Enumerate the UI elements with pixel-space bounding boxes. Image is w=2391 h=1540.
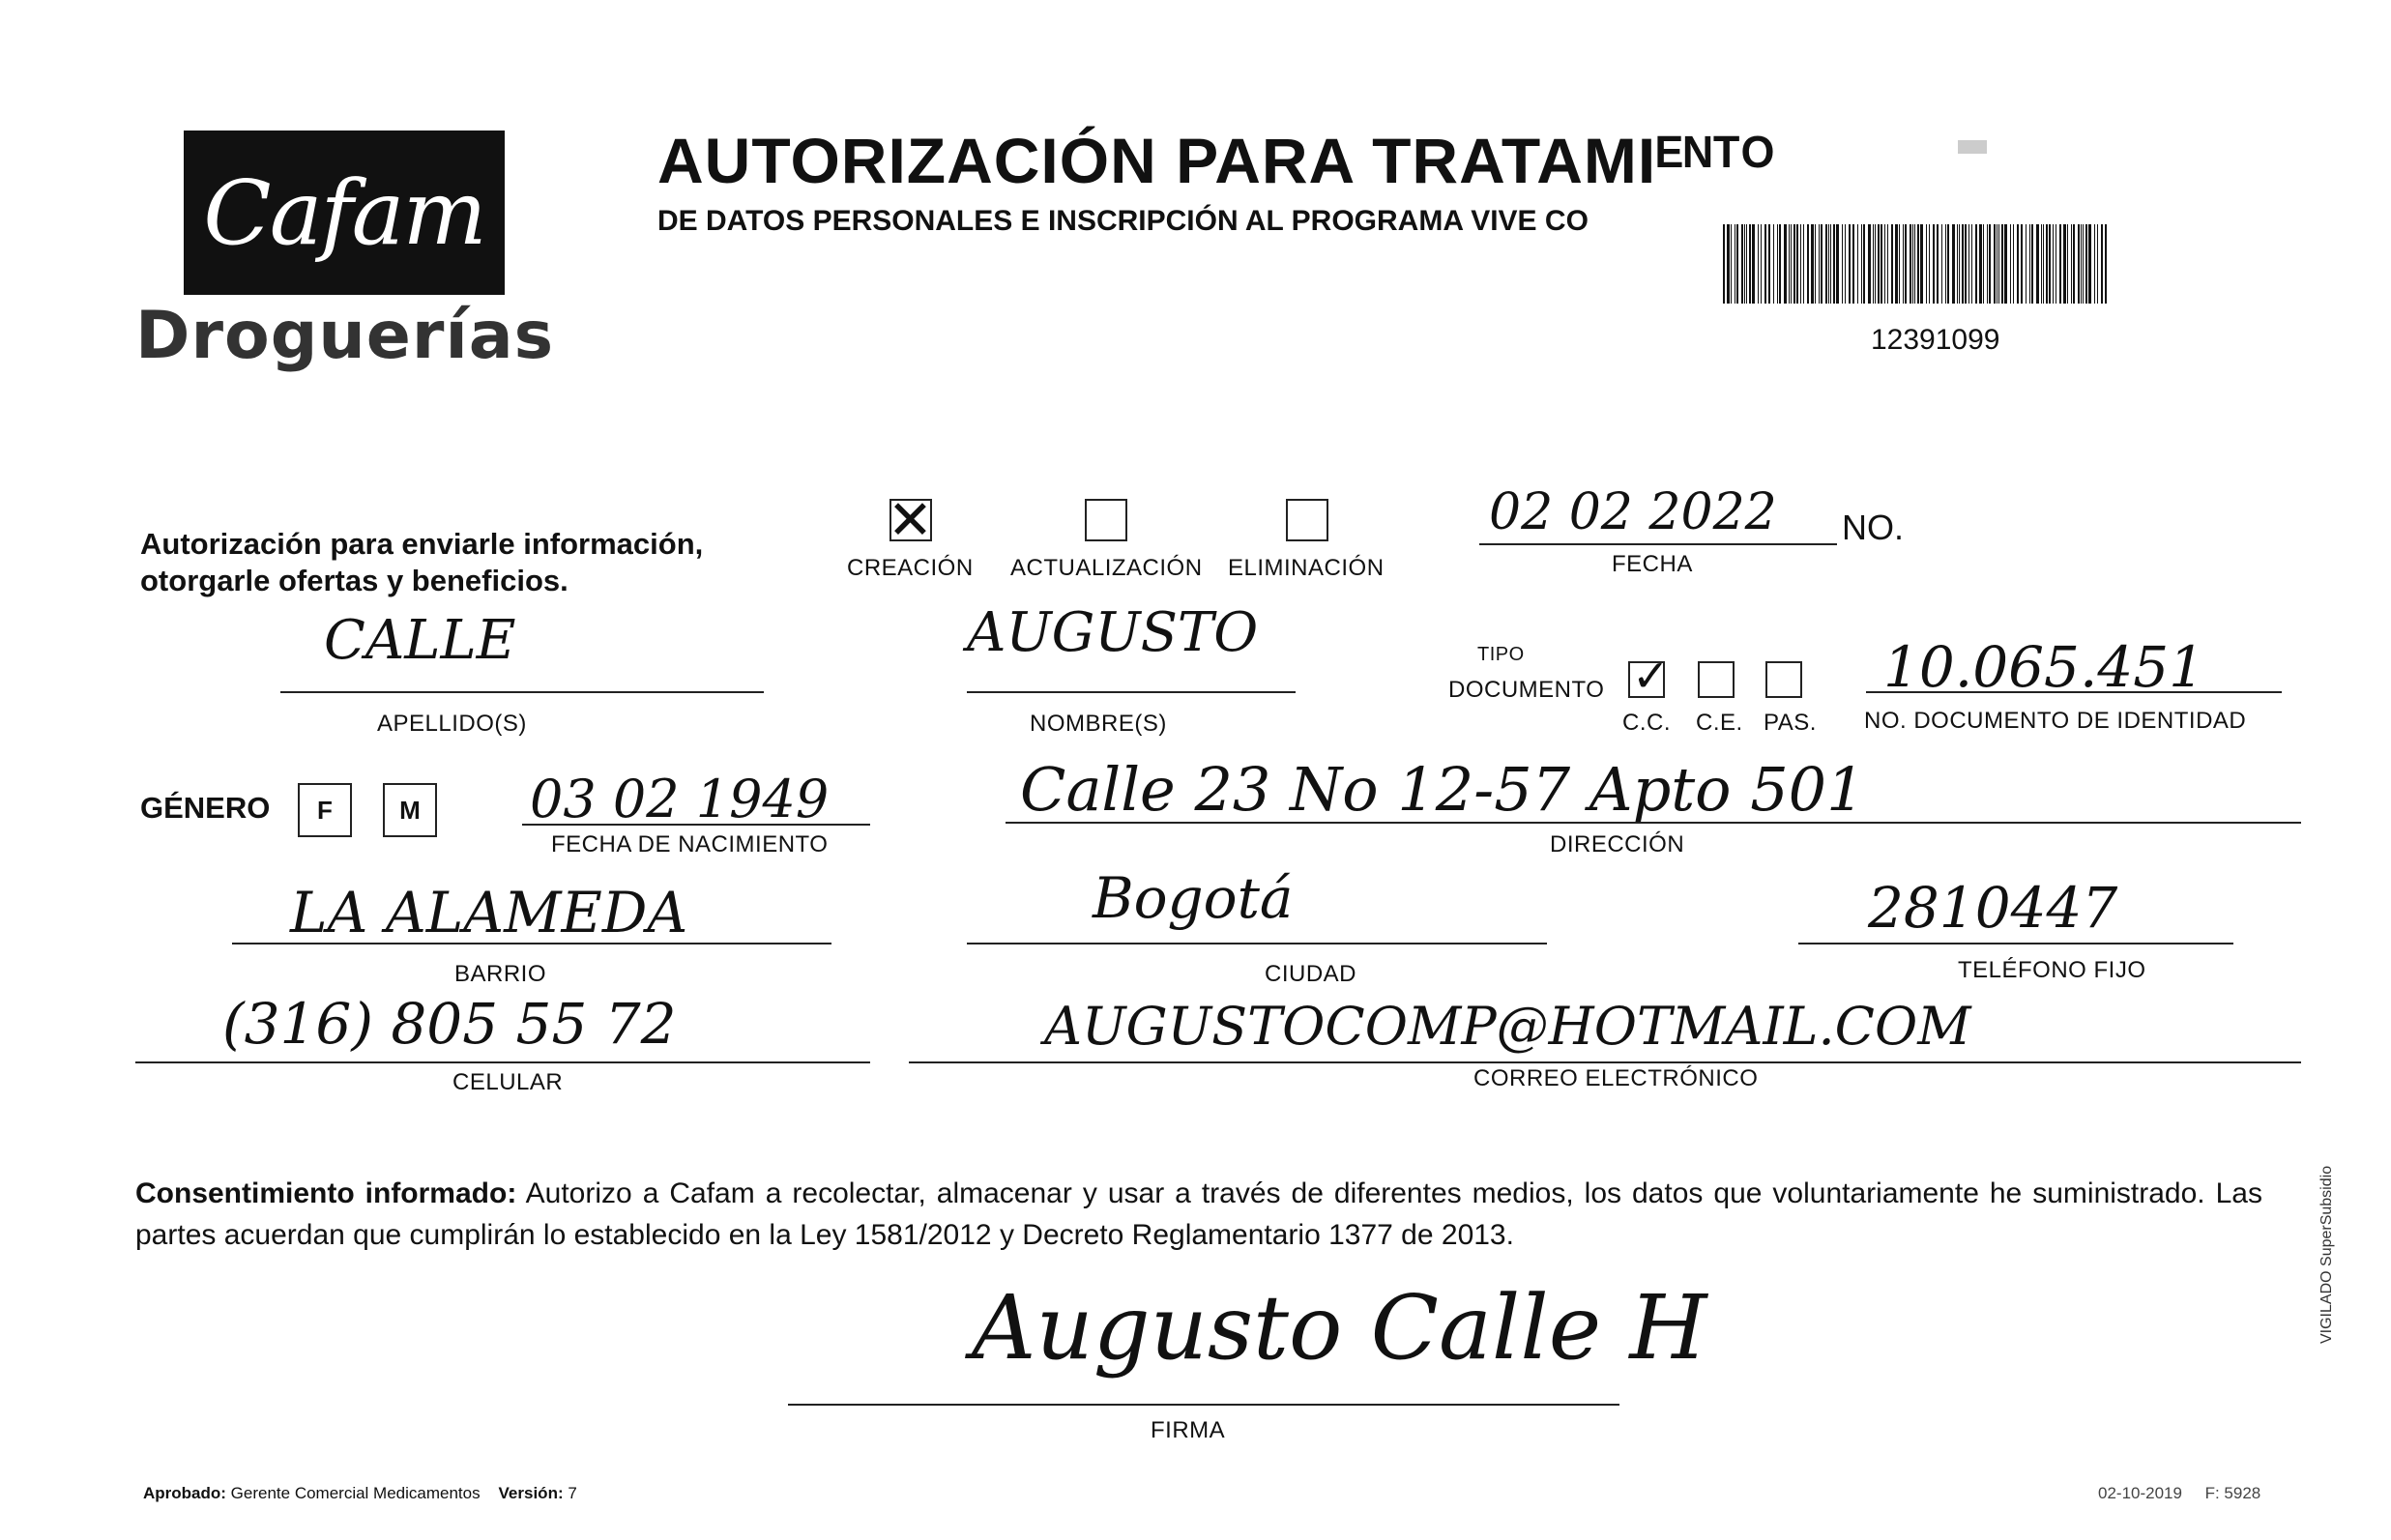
consent-paragraph: [135, 1173, 2262, 1256]
creacion-label: CREACIÓN: [847, 555, 974, 581]
barcode-bar: [1828, 224, 1829, 304]
barcode-bar: [1842, 224, 1843, 304]
barcode-bar: [2083, 224, 2084, 304]
barcode-bar: [1836, 224, 1839, 304]
barrio-line: [232, 943, 831, 944]
apellidos-value[interactable]: CALLE: [324, 609, 516, 672]
nombres-value[interactable]: AUGUSTO: [967, 601, 1259, 664]
barcode-bar: [1945, 224, 1946, 304]
barcode-bar: [1965, 224, 1967, 304]
footer-form-code: F: 5928: [2204, 1484, 2261, 1502]
doc-number-line: [1866, 691, 2282, 693]
footer-date: 02-10-2019: [2098, 1484, 2182, 1502]
celular-label: CELULAR: [452, 1069, 564, 1095]
signature-line: [788, 1404, 1619, 1406]
barcode-bar: [1825, 224, 1827, 304]
barcode-bar: [2059, 224, 2061, 304]
fecha-label: FECHA: [1612, 551, 1693, 577]
aprobado-value: Gerente Comercial Medicamentos: [230, 1484, 481, 1502]
barcode-bar: [1773, 224, 1774, 304]
telefono-value[interactable]: 2810447: [1868, 875, 2118, 941]
authorization-label-line2: otorgarle ofertas y beneficios.: [140, 564, 569, 597]
barcode-bar: [2063, 224, 2066, 304]
barcode: [1723, 224, 2110, 304]
documento-label: DOCUMENTO: [1448, 677, 1605, 703]
barcode-bar: [1887, 224, 1888, 304]
barcode-bar: [1852, 224, 1854, 304]
no-label: NO.: [1842, 508, 1905, 547]
barcode-bar: [2094, 224, 2095, 304]
logo-subtitle: Droguerías: [135, 298, 555, 374]
barcode-bar: [2049, 224, 2051, 304]
correo-line: [909, 1061, 2301, 1063]
barcode-bar: [2026, 224, 2027, 304]
barcode-bar: [1736, 224, 1738, 304]
barcode-bar: [1947, 224, 1949, 304]
barcode-bar: [1727, 224, 1730, 304]
barcode-bar: [1875, 224, 1876, 304]
barcode-bar: [1933, 224, 1935, 304]
barcode-bar: [1912, 224, 1913, 304]
footer-codes: [2098, 1484, 2260, 1503]
barcode-bar: [1987, 224, 1988, 304]
version-value: 7: [568, 1484, 577, 1502]
actualizacion-label: ACTUALIZACIÓN: [1010, 555, 1203, 581]
barcode-bar: [1830, 224, 1831, 304]
cc-label: C.C.: [1622, 710, 1671, 736]
barcode-bar: [2088, 224, 2091, 304]
barcode-bar: [1744, 224, 1745, 304]
barcode-bar: [1741, 224, 1743, 304]
barcode-bar: [1914, 224, 1915, 304]
barcode-bar: [1819, 224, 1820, 304]
genero-label: GÉNERO: [140, 791, 271, 825]
telefono-line: [1798, 943, 2233, 944]
barcode-bar: [1796, 224, 1798, 304]
ciudad-label: CIUDAD: [1265, 961, 1357, 987]
barcode-bar: [1905, 224, 1907, 304]
apellidos-label: APELLIDO(S): [377, 711, 527, 737]
barcode-bar: [1791, 224, 1792, 304]
pas-label: PAS.: [1764, 710, 1817, 736]
barcode-bar: [1849, 224, 1851, 304]
barcode-bar: [1779, 224, 1781, 304]
barcode-bar: [1895, 224, 1898, 304]
footer-approval: [143, 1484, 577, 1503]
barcode-bar: [1761, 224, 1762, 304]
barcode-bar: [1971, 224, 1972, 304]
barcode-bar: [1752, 224, 1755, 304]
telefono-label: TELÉFONO FIJO: [1958, 957, 2146, 983]
signature[interactable]: Augusto Calle H: [972, 1276, 1707, 1380]
barcode-bar: [1968, 224, 1969, 304]
actualizacion-checkbox[interactable]: [1085, 499, 1127, 541]
eliminacion-label: ELIMINACIÓN: [1228, 555, 1385, 581]
apellidos-line: [280, 691, 764, 693]
consent-title: Consentimiento informado:: [135, 1177, 517, 1209]
version-label: Versión:: [498, 1484, 564, 1502]
barcode-bar: [1789, 224, 1790, 304]
barcode-bar: [1784, 224, 1787, 304]
barcode-bar: [2073, 224, 2075, 304]
direccion-label: DIRECCIÓN: [1550, 831, 1685, 857]
doc-number-label: NO. DOCUMENTO DE IDENTIDAD: [1864, 708, 2247, 734]
ce-label: C.E.: [1696, 710, 1743, 736]
barcode-bar: [1758, 224, 1759, 304]
barcode-bar: [1800, 224, 1801, 304]
barrio-label: BARRIO: [454, 961, 547, 987]
barcode-bar: [1975, 224, 1977, 304]
pas-checkbox[interactable]: [1765, 661, 1802, 698]
creacion-checkbox[interactable]: [889, 499, 932, 541]
barcode-bar: [2031, 224, 2033, 304]
barcode-bar: [1857, 224, 1858, 304]
correo-label: CORREO ELECTRÓNICO: [1473, 1065, 1759, 1091]
eliminacion-checkbox[interactable]: [1286, 499, 1328, 541]
barcode-bar: [1723, 224, 1725, 304]
direccion-line: [1006, 822, 2301, 824]
barcode-bar: [2010, 224, 2011, 304]
barcode-bar: [2041, 224, 2042, 304]
barcode-bar: [1917, 224, 1919, 304]
barcode-bar: [2021, 224, 2023, 304]
barcode-bar: [1881, 224, 1882, 304]
form-title: AUTORIZACIÓN PARA TRATAMIᴱᴺᵀᴼ: [657, 125, 1776, 196]
barcode-bar: [1952, 224, 1955, 304]
barcode-number: 12391099: [1871, 324, 2000, 356]
barcode-bar: [1811, 224, 1814, 304]
barcode-bar: [1891, 224, 1893, 304]
barcode-bar: [1983, 224, 1984, 304]
ciudad-value[interactable]: Bogotá: [1093, 865, 1294, 931]
barcode-bar: [1777, 224, 1778, 304]
barcode-bar: [2078, 224, 2080, 304]
scan-mark: [1958, 140, 1987, 154]
barcode-bar: [1957, 224, 1958, 304]
correo-value[interactable]: AUGUSTOCOMP@HOTMAIL.COM: [1044, 996, 1971, 1057]
barcode-bar: [1768, 224, 1770, 304]
celular-line: [135, 1061, 870, 1063]
barcode-bar: [1878, 224, 1880, 304]
barcode-bar: [2017, 224, 2019, 304]
gender-m-box[interactable]: M: [383, 783, 437, 837]
barcode-bar: [1793, 224, 1795, 304]
barcode-bar: [1807, 224, 1809, 304]
tipo-label: TIPO: [1477, 644, 1525, 665]
barcode-bar: [1929, 224, 1930, 304]
barcode-bar: [2013, 224, 2014, 304]
barcode-bar: [1731, 224, 1732, 304]
barcode-bar: [1884, 224, 1885, 304]
fecha-nacimiento-value[interactable]: 03 02 1949: [530, 769, 830, 829]
ciudad-line: [967, 943, 1547, 944]
barcode-bar: [1815, 224, 1816, 304]
firma-label: FIRMA: [1151, 1417, 1226, 1443]
fecha-nacimiento-label: FECHA DE NACIMIENTO: [551, 831, 829, 857]
logo-text: Cafam: [203, 160, 485, 265]
doc-number-value[interactable]: 10.065.451: [1883, 634, 2205, 700]
barcode-bar: [2036, 224, 2039, 304]
gender-f-box[interactable]: F: [298, 783, 352, 837]
barcode-bar: [2053, 224, 2054, 304]
barcode-bar: [1962, 224, 1964, 304]
barcode-bar: [2101, 224, 2103, 304]
barcode-bar: [2085, 224, 2087, 304]
form-subtitle: DE DATOS PERSONALES E INSCRIPCIÓN AL PROGRAMA VIVE CO: [657, 205, 1589, 237]
barcode-bar: [1989, 224, 1991, 304]
cafam-logo: [184, 131, 505, 295]
celular-value[interactable]: (316) 805 55 72: [222, 991, 677, 1057]
barcode-bar: [1910, 224, 1911, 304]
barcode-bar: [2046, 224, 2048, 304]
barcode-bar: [2105, 224, 2107, 304]
barrio-value[interactable]: LA ALAMEDA: [290, 880, 688, 945]
barcode-bar: [1749, 224, 1751, 304]
barcode-bar: [1803, 224, 1804, 304]
barcode-bar: [1764, 224, 1766, 304]
barcode-bar: [2067, 224, 2068, 304]
consent-text: Autorizo a Cafam a recolectar, almacenar y usar a través de diferentes medios, los datos que voluntariamente he suministrado. Las partes acuerdan que cumplirán lo establecido en la Ley 1581/2012 y Decreto Reglamentario 1377 de 2013.: [135, 1177, 2262, 1251]
barcode-bar: [2043, 224, 2044, 304]
direccion-value[interactable]: Calle 23 No 12-57 Apto 501: [1020, 754, 1865, 825]
barcode-bar: [1937, 224, 1939, 304]
nombres-label: NOMBRE(S): [1030, 711, 1167, 737]
barcode-bar: [1998, 224, 1999, 304]
barcode-bar: [1873, 224, 1874, 304]
barcode-bar: [2004, 224, 2007, 304]
barcode-bar: [1994, 224, 1996, 304]
barcode-bar: [2097, 224, 2098, 304]
barcode-bar: [2029, 224, 2030, 304]
ce-checkbox[interactable]: [1698, 661, 1735, 698]
cc-checkbox[interactable]: [1628, 661, 1665, 698]
barcode-bar: [1833, 224, 1835, 304]
barcode-bar: [1863, 224, 1865, 304]
barcode-bar: [1920, 224, 1923, 304]
barcode-bar: [1899, 224, 1900, 304]
barcode-bar: [1861, 224, 1862, 304]
fecha-nacimiento-line: [522, 824, 870, 826]
fecha-line: [1479, 543, 1837, 545]
barcode-bar: [1941, 224, 1942, 304]
barcode-bar: [2081, 224, 2082, 304]
barcode-bar: [1903, 224, 1904, 304]
supersubsidio-vertical-text: VIGILADO SuperSubsidio: [2318, 1165, 2335, 1344]
barcode-bar: [1926, 224, 1927, 304]
nombres-line: [967, 691, 1296, 693]
barcode-bar: [1821, 224, 1822, 304]
barcode-bar: [1746, 224, 1747, 304]
barcode-bar: [2001, 224, 2003, 304]
barcode-bar: [1845, 224, 1846, 304]
barcode-bar: [2071, 224, 2072, 304]
authorization-label-line1: Autorización para enviarle información,: [140, 527, 704, 561]
barcode-bar: [1868, 224, 1871, 304]
barcode-bar: [1979, 224, 1982, 304]
fecha-value[interactable]: 02 02 2022: [1489, 483, 1777, 541]
aprobado-label: Aprobado:: [143, 1484, 226, 1502]
barcode-bar: [1959, 224, 1960, 304]
